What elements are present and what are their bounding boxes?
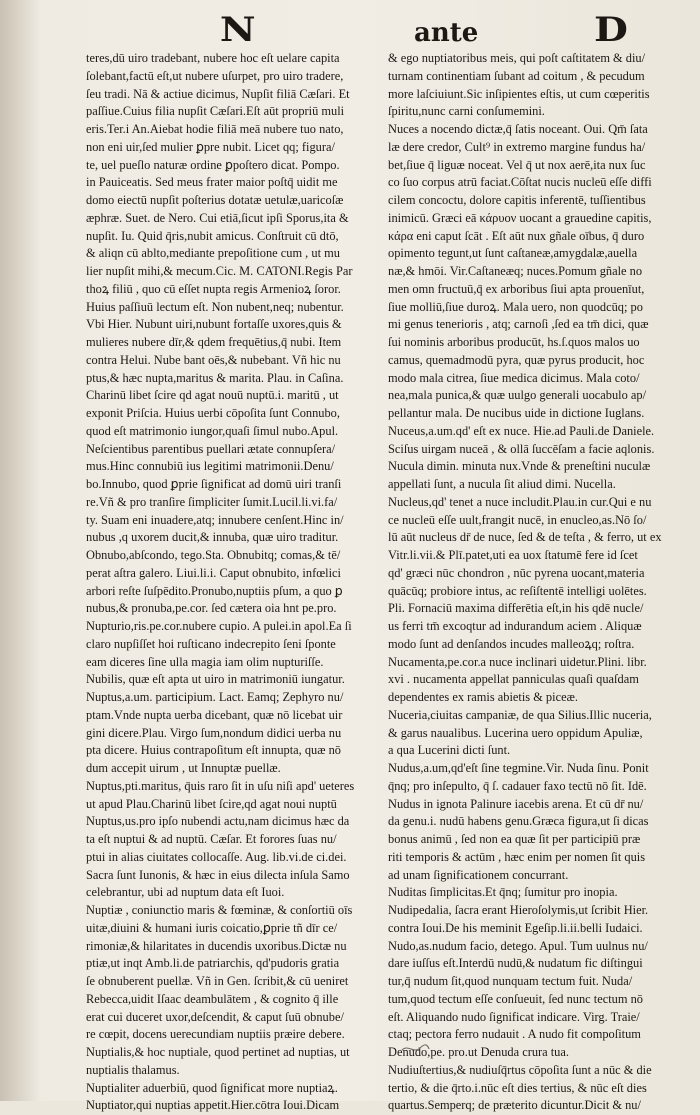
text-line: Nubilis, quæ eſt apta ut uiro in matrimoniū iungatur.: [86, 672, 345, 687]
text-line: Obnubo,abſcondo, tego.Sta. Obnubitq; comas,& tē/: [86, 548, 341, 562]
text-line: domo eiectū nupſit poſterius dotatæ uetulæ,uaricoſæ: [86, 193, 344, 207]
text-line: lier nupſit mihi,& mecum.Cic. M. CATONI.Regis Par: [86, 264, 353, 278]
text-line: xvi . nucamenta appellat panniculas quaſi quaſdam: [388, 672, 639, 687]
text-line: tum,quod tectum eſſe conſueuit, ſed nunc tectum nō: [388, 991, 643, 1006]
text-line: bo.Innubo, quod ꝑprie ſignificat ad domū uiri tranſi: [86, 477, 342, 491]
right-text-column: [388, 50, 684, 1115]
text-line: re cœpit, docens uerecundiam nuptiis præire debere.: [86, 1027, 345, 1042]
text-line: eris.Ter.i An.Aiebat hodie filiā meā nubere tuo nato,: [86, 122, 344, 136]
text-line: qd' græci nūc chondron , nūc pyrena uocant,materia: [388, 565, 645, 580]
text-line: contra Helui. Nube bant oēs,& nubebant. Vñ hic nu: [86, 352, 341, 367]
text-line: arbori reſte ſuſpēdito.Pronubo,nuptiis pſum, a quo ꝑ: [86, 583, 343, 598]
text-line: Nudipedalia, ſacra erant Hieroſolymis,ut ſcribit Hier.: [388, 903, 649, 917]
text-line: Vbi Hier. Nubunt uiri,nubunt fortaſſe uxores,quis &: [86, 317, 342, 332]
text-line: dum accepit uirum , ut Innuptæ puellæ.: [86, 761, 281, 775]
text-line: riti temporis & actūm , hæc enim per nomen ſit quis: [388, 849, 646, 864]
header-left-letter: N: [219, 10, 254, 50]
text-line: Denudo,pe. pro.ut Denuda crura tua.: [388, 1045, 569, 1059]
text-line: q̄nq; pro inſepulto, q̄ ſ. cadauer faxo tectū nō ſit. Idē.: [388, 778, 647, 793]
text-line: inimicū. Græci eā κάρυον uocant a grauedine capitis,: [388, 210, 652, 225]
text-line: ſeu tradi. Nā & actiue dicimus, Nupſit filiā Cæſari. Et: [86, 86, 350, 101]
text-line: claro nupſiſſet hoi ruſticano indecrepito ſeni ſponte: [86, 636, 336, 651]
text-line: Nucula dimin. minuta nux.Vnde & preneſtini nuculæ: [388, 459, 651, 474]
text-line: ptui in alias ciuitates collocaſſe. Aug. lib.vi.de ci.dei.: [86, 849, 347, 864]
text-line: non eni uir,ſed mulier ꝑpre nubit. Licet qq; figura/: [86, 139, 335, 154]
text-line: modo mala citrea, ſiue medica dicimus. Mala coto/: [388, 370, 640, 385]
text-line: Nucamenta,pe.cor.a nuce inclinari uidetur.Plini. libr.: [388, 654, 647, 669]
text-line: læ dere credor, Cult⁹ in extremo margine fundus ha/: [388, 139, 646, 154]
text-line: Nucleus,qd' tenet a nuce includit.Plau.in cur.Qui e nu: [388, 494, 652, 509]
text-line: ad unam ſignificationem concurrant.: [388, 867, 569, 882]
text-line: more laſciuiunt.Sic inſipientes eſtis, ut cum cœperitis: [388, 86, 650, 101]
text-line: cilem concoctu, dolore capitis inferentē, tuſſientibus: [388, 193, 646, 207]
text-line: mus.Hinc connubiū ius legitimi matrimonii.Denu/: [86, 459, 334, 474]
text-line: uitæ,diuini & humani iuris coicatio,ꝑprie tñ dīr ce/: [86, 920, 338, 935]
text-line: turnam continentiam ſubant ad coitum , & pecudum: [388, 68, 645, 83]
text-line: Nuptus,us.pro ipſo nubendi actu,nam dicimus hæc da: [86, 814, 350, 829]
text-line: lū aūt nucleus dr̄ de nuce, ſed & de teſta , & ferro, ut ex: [388, 530, 662, 545]
text-line: bet,ſiue q̄ liguæ noceat. Vel q̄ ut nox aerē,ita nux ſuc: [388, 157, 646, 172]
text-line: Sciſus uirgam nuceā , & ollā ſuccēſam a facie aqlonis.: [388, 441, 655, 456]
text-line: κάρα eni caput ſcāt . Eſt aūt nux gñale oībus, q̄ duro: [388, 228, 645, 243]
text-line: perat aſtra galero. Liui.li.i. Caput obnubito, infœlici: [86, 565, 341, 580]
text-line: Nupturio,ris.pe.cor.nubere cupio. A pulei.in apol.Ea ſi: [86, 619, 352, 633]
text-line: Nuceus,a.um.qd' eſt ex nuce. Hie.ad Pauli.de Daniele.: [388, 423, 655, 438]
header-right-letter: D: [593, 10, 626, 50]
text-line: Huius paſſiuū lectum eſt. Non nubent,neq; nubentur.: [86, 299, 344, 314]
text-line: Charinū libet ſcire qd agat nouū nuptū.i. maritū , ut: [86, 388, 339, 403]
text-line: tertio, & die q̄rto.i.nūc eſt dies tertius, & nūc eſt dies: [388, 1080, 647, 1095]
text-line: Nudus in ignota Palinure iacebis arena. Et cū dr̄ nu/: [388, 796, 644, 811]
text-line: pellantur mala. De nucibus uide in dictione Iuglans.: [388, 406, 645, 420]
signature-mark-icon: [400, 1040, 430, 1056]
text-line: nuptialis thalamus.: [86, 1062, 180, 1077]
text-line: ſui nominis arboribus producūt, hs.ſ.quos malos uo: [388, 335, 640, 349]
text-line: ut apud Plau.Charinū libet ſcire,qd agat noui nuptū: [86, 796, 337, 811]
text-line: ſe obnuberent puellæ. Vñ in Gen. ſcribit,& cū ueniret: [86, 974, 349, 988]
text-line: erat cui duceret uxor,deſcendit, & caput ſuū obnube/: [86, 1009, 344, 1024]
text-line: rimoniæ,& hilaritates in ducendis uxoribus.Dictæ nu: [86, 938, 347, 953]
text-line: ta eſt nuptui & ad nuptū. Cæſar. Et forores ſuas nu/: [86, 832, 337, 846]
text-line: celebrantur, ubi ad nuptum data eſt Iuoi.: [86, 885, 285, 900]
text-line: Nuptiæ , coniunctio maris & fœminæ, & conſortiū oīs: [86, 903, 353, 917]
text-line: mi genus tenerioris , atq; carnoſi ,ſed ea tm̄ dici, quæ: [388, 317, 649, 332]
text-line: tur,q̄ nudum ſit,quod nunquam tectum fuit. Nuda/: [388, 974, 633, 988]
text-line: co ſuo corpus atrū faciat.Cōſtat nucis nucleū eſſe diffi: [388, 175, 652, 190]
text-line: næ,& hmōi. Vir.Caſtaneæq; nuces.Pomum gñale no: [388, 264, 643, 278]
text-line: mulieres nubere dīr,& qdem frequētius,q̄ nubi. Item: [86, 335, 342, 349]
text-line: thoꝝ filiū , quo cū eſſet nupta regis Armenioꝝ ſoror.: [86, 281, 341, 296]
text-line: da genu.i. nudū habens genu.Græca figura,ut ſi dicas: [388, 814, 649, 829]
text-line: in Pauiceatis. Sed meus frater maior poſtq̄ uidit me: [86, 175, 338, 190]
text-line: & garus naualibus. Lucerina uero oppidum Apuliæ,: [388, 725, 643, 740]
text-line: Nuces a nocendo dictæ,q̄ ſatis noceant. Oui. Qm̄ ſata: [388, 122, 648, 136]
text-line: Nuptus,pti.maritus, q̄uis raro ſit in uſu niſi apd' ueteres: [86, 778, 355, 793]
text-line: te, uel pueſlo naturæ ordine ꝑpoſtero dicat. Pompo.: [86, 157, 340, 172]
text-line: Neſcientibus parentibus puellari ætate connupſera/: [86, 441, 336, 456]
text-line: quācūq; probiore intus, ac reſiſtentē intelligi uolētes.: [388, 583, 647, 598]
text-line: ſiue molliū,ſiue duroꝝ. Mala uero, non quodcūq; po: [388, 299, 643, 314]
text-line: a qua Lucerini dicti ſunt.: [388, 743, 511, 758]
text-line: dare iuſſus eſt.Interdū nudū,& nudatum fic diſtingui: [388, 956, 643, 971]
text-line: Nudo,as.nudum facio, detego. Apul. Tum uulnus nu/: [388, 938, 648, 953]
text-line: ſpiritu,nunc carni conſumemini.: [388, 104, 545, 119]
text-line: ty. Suam eni inuadere,atq; innubere cenſent.Hinc in/: [86, 512, 344, 527]
text-line: & ego nuptiatoribus meis, qui poſt caſtitatem & diu/: [388, 51, 646, 65]
text-line: Nuptiator,qui nuptias appetit.Hier.cōtra Ioui.Dicam: [86, 1098, 340, 1113]
binding-shadow: [0, 0, 40, 1101]
text-line: quod eſt matrimonio iungor,quaſi ſimul nubo.Apul.: [86, 423, 339, 438]
text-line: Nuptialis,& hoc nuptiale, quod pertinet ad nuptias, ut: [86, 1045, 350, 1059]
text-line: eam diceres ſine ulla magia iam olim nupturiſſe.: [86, 654, 324, 669]
text-line: Nuptus,a.um. participium. Lact. Eamq; Zephyro nu/: [86, 690, 344, 704]
text-line: nubus ,q uxorem ducit,& innuba, quæ uiro traditur.: [86, 530, 339, 545]
page-header: [0, 10, 700, 50]
text-line: quartus.Semperq; de præterito dicuntur.Dicit & nu/: [388, 1098, 641, 1113]
header-center-word: ante: [414, 18, 479, 48]
left-text-column: [86, 50, 384, 1115]
text-line: Nuditas ſimplicitas.Et q̄nq; ſumitur pro inopia.: [388, 885, 618, 900]
text-line: Nuceria,ciuitas campaniæ, de qua Silius.Illic nuceria,: [388, 707, 652, 722]
text-line: eſt. Aliquando nudo ſignificat indicare. Virg. Traie/: [388, 1009, 640, 1024]
text-line: camus, quemadmodū pyra, quæ pyrus producit, hoc: [388, 352, 645, 367]
text-line: & aliqn cū ablto,mediante prepoſitione cum , ut mu: [86, 246, 340, 261]
text-line: appellati ſunt, a nucula ſit aliud dimi. Nucella.: [388, 477, 616, 491]
text-line: nea,mala punica,& quæ uulgo generali uocabulo ap/: [388, 388, 647, 403]
text-line: modo ſunt ad denſandos incudes malleoꝝq; roſtra.: [388, 636, 635, 651]
text-line: ce nucleū eſſe uult,frangit nucē, in enucleo,as.Nō ſo/: [388, 512, 647, 527]
text-line: opimento tegunt,ut ſunt caſtaneæ,amygdalæ,auella: [388, 246, 638, 261]
text-line: ptiæ,ut inqt Amb.li.de patriarchis, qd'pudoris gratia: [86, 956, 340, 971]
text-line: Sacra ſunt Iunonis, & hæc in eius dilecta inſula Samo: [86, 867, 350, 882]
text-line: ctaq; pectora ferro nudauit . A nudo fit compoſitum: [388, 1027, 641, 1042]
text-line: men omn fructuū,q̄ ex arboribus ſiui apta prouenīut,: [388, 281, 645, 296]
text-line: Nuptialiter aduerbiū, quod ſignificat more nuptiaꝝ.: [86, 1080, 338, 1095]
text-line: Nudus,a.um,qd'eſt ſine tegmine.Vir. Nuda ſinu. Ponit: [388, 761, 649, 775]
text-line: exponit Priſcia. Huius uerbi cōpoſita ſunt Connubo,: [86, 406, 340, 420]
text-line: contra Ioui.De his meminit Egeſip.li.ii.belli Iudaici.: [388, 920, 643, 935]
text-line: nubus,& pronuba,pe.cor. ſed cætera oia hnt pe.pro.: [86, 601, 337, 616]
text-line: dependentes ex ramis abietis & piceæ.: [388, 690, 578, 704]
text-line: pta dicere. Huius contrapoſitum eſt innupta, quæ nō: [86, 743, 341, 758]
text-line: gini dicere.Plau. Virgo ſum,nondum didici uerba nu: [86, 725, 342, 740]
text-line: Nudiuſtertius,& nudiuſq̄rtus cōpoſita ſunt a nūc & die: [388, 1062, 652, 1077]
text-line: Rebecca,uidit Iſaac deambulātem , & cognito q̄ ille: [86, 991, 339, 1006]
text-line: re.Vñ & pro tranſire ſimpliciter ſumit.Lucil.li.vi.fa/: [86, 494, 338, 509]
text-line: paſſiue.Cuius filia nupſit Cæſari.Eſt aūt propriū muli: [86, 104, 345, 119]
text-line: Vitr.li.vii.& Plī.patet,uti ea uox ſtatumē fere id ſcet: [388, 548, 638, 562]
text-line: teres,dū uiro tradebant, nubere hoc eſt uelare capita: [86, 51, 340, 65]
text-line: bonus animū , ſed non ea quæ ſit per participiū præ: [388, 832, 641, 846]
text-line: æphræ. Suet. de Nero. Cui etiā,ſicut ipſi Sporus,ita &: [86, 210, 349, 225]
text-line: us ferri tm̄ excoqtur ad indurandum aciem . Aliquæ: [388, 619, 642, 633]
text-line: ptus,& hæc nupta,maritus & marita. Plau. in Caſina.: [86, 370, 344, 385]
text-line: ptam.Vnde nupta uerba dicebant, quæ nō licebat uir: [86, 707, 343, 722]
text-line: ſolebant,factū eſt,ut nubere uſurpet, pro uiro tradere,: [86, 68, 344, 83]
text-line: Pli. Fornaciū maxima differētia eſt,in his qdē nucle/: [388, 601, 644, 616]
text-line: nupſit. Iu. Quid q̄ris,nubit amicus. Conſtruit cū dtō,: [86, 228, 339, 243]
